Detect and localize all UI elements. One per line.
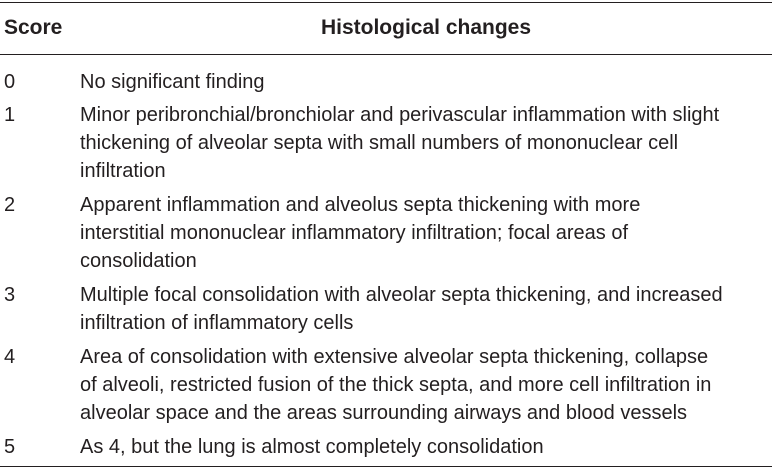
header-score: Score <box>4 16 63 39</box>
description-cell <box>80 343 768 427</box>
score-cell: 3 <box>4 284 16 306</box>
table-top-rule <box>0 2 772 3</box>
description-line: Minor peribronchial/bronchiolar and perivascular inflammation with slight <box>80 104 720 126</box>
description-line: of alveoli, restricted fusion of the thick septa, and more cell infiltration in <box>80 374 712 396</box>
description-cell <box>80 433 768 461</box>
description-line: thickening of alveolar septa with small numbers of mononuclear cell <box>80 132 679 154</box>
description-line: interstitial mononuclear inflammatory infiltration; focal areas of <box>80 222 629 244</box>
description-line: Area of consolidation with extensive alveolar septa thickening, collapse <box>80 346 709 368</box>
header-histological-changes: Histological changes <box>320 16 532 39</box>
description-cell <box>80 68 768 96</box>
description-cell <box>80 191 768 275</box>
description-line: alveolar space and the areas surrounding airways and blood vessels <box>80 402 688 424</box>
description-line: consolidation <box>80 250 197 272</box>
description-line: infiltration of inflammatory cells <box>80 312 354 334</box>
score-cell: 2 <box>4 194 16 216</box>
description-line: infiltration <box>80 160 166 182</box>
description-line: Apparent inflammation and alveolus septa thickening with more <box>80 194 641 216</box>
table-bottom-rule <box>0 466 772 467</box>
score-cell: 5 <box>4 436 16 458</box>
score-cell: 0 <box>4 71 16 93</box>
description-line: No significant finding <box>80 71 265 93</box>
table-header-rule <box>0 54 772 55</box>
description-cell <box>80 101 768 185</box>
score-cell: 4 <box>4 346 16 368</box>
description-cell <box>80 281 768 337</box>
description-line: Multiple focal consolidation with alveolar septa thickening, and increased <box>80 284 723 306</box>
score-cell: 1 <box>4 104 16 126</box>
description-line: As 4, but the lung is almost completely consolidation <box>80 436 544 458</box>
